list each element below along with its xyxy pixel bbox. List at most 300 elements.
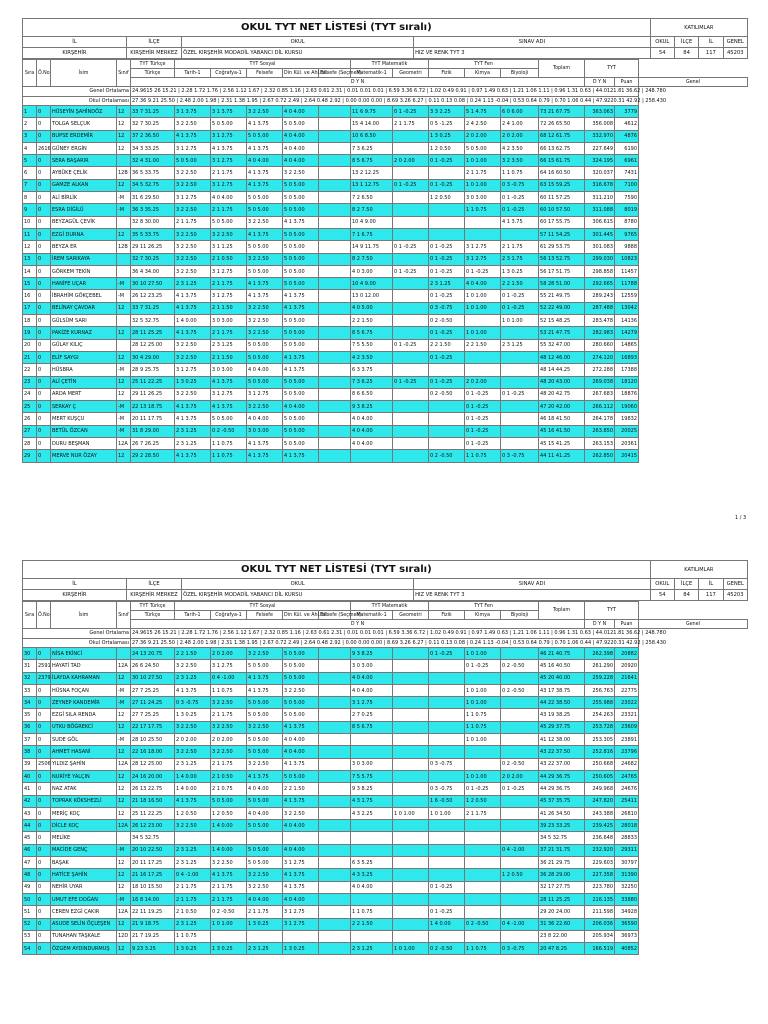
cell-c: -M [117,204,131,216]
cell-t: 26 6 24.50 [131,660,175,672]
cell-fe: 4 1 3.75 [247,450,283,462]
cell-t: 18 10 15.50 [131,881,175,893]
cell-n: HANİFE UÇAR [51,278,117,290]
cell-p: 311.210 [585,192,615,204]
cell-o: 0 [37,351,51,363]
cell-cg: 3 1 2.75 [211,179,247,191]
cell-fz: 0 2 -0.50 [429,388,465,400]
cell-n: ASUDE SELİN ÖÇLEŞEN [51,918,117,930]
cell-to: 48 20 42.75 [539,388,585,400]
cell-fz: 0 1 -0.25 [429,290,465,302]
cell-c [117,315,131,327]
table-row [23,376,748,388]
cell-fe: 4 1 3.75 [247,179,283,191]
col-tarih: Tarih-1 [175,69,211,78]
cell-km: 5 1 4.75 [465,106,501,118]
cell-di: 4 0 4.00 [283,893,319,905]
cell-fs [319,906,351,918]
cell-ge: 22775 [615,684,639,696]
table-row [23,438,748,450]
cell-n: EZGİ SILA RENDA [51,709,117,721]
cell-km [465,881,501,893]
cell-fz: 0 3 -0.75 [429,783,465,795]
cell-c: 12 [117,881,131,893]
cell-p: 263.153 [585,438,615,450]
cell-fs [319,709,351,721]
cell-m: 4 0 3.00 [351,265,393,277]
cell-cg: 3 0 3.00 [211,315,247,327]
cell-m [351,930,393,942]
cell-g [393,388,429,400]
cell-s: 40 [23,770,37,782]
cell-fz: 0 1 -0.25 [429,265,465,277]
cell-cg: 2 1 1.50 [211,351,247,363]
cell-p: 363.063 [585,106,615,118]
cell-c: -M [117,844,131,856]
cell-c: 12 [117,327,131,339]
cell-n: SUDE GÖL [51,734,117,746]
cell-fz: 0 1 -0.25 [429,906,465,918]
cell-ge: 12559 [615,290,639,302]
cell-bi: 0 3 -0.75 [501,943,539,955]
cell-m: 1 1 0.75 [351,906,393,918]
cell-bi [501,709,539,721]
cell-di: 3 2 2.50 [283,167,319,179]
cell-ge: 17388 [615,364,639,376]
cell-o: 0 [37,746,51,758]
cell-fe: 3 2 2.50 [247,106,283,118]
cell-tr: 3 2 2.50 [175,388,211,400]
cell-di: 4 1 3.75 [283,721,319,733]
header-table [22,18,748,59]
col-din: Din Kül. ve Ahl.Bil. [284,70,328,76]
col-geometri-2: Geometri [393,611,429,620]
cell-km [465,869,501,881]
cell-tr: 4 1 3.75 [175,684,211,696]
cell-p: 166.519 [585,943,615,955]
cell-n: TUNAHAN TAŞKALE [51,930,117,942]
cell-di: 5 0 5.00 [283,192,319,204]
cell-to: 45 15 41.25 [539,438,585,450]
cell-g [393,930,429,942]
cell-g [393,648,429,660]
col-isim: İsim [51,60,117,87]
cell-fe [247,930,283,942]
cell-ge: 20025 [615,425,639,437]
sinav-value: HIZ VE RENK TYT 3 [414,48,651,59]
cell-cg: 4 1 3.75 [211,142,247,154]
cell-ge: 19832 [615,413,639,425]
cell-fz [429,364,465,376]
cell-m: 7 5 5.75 [351,770,393,782]
cell-p: 262.850 [585,450,615,462]
cell-o: 0 [37,648,51,660]
cell-m: 8 6 6.50 [351,388,393,400]
cell-t: 25 11 22.25 [131,376,175,388]
col-tyt-turkce-2: TYT Türkçe [131,602,175,611]
cell-fs [319,413,351,425]
cell-bi: 1 1 0.75 [501,167,539,179]
cell-tr: 2 3 1.25 [175,425,211,437]
cell-to: 55 32 47.00 [539,339,585,351]
cell-t: 36 3 35.25 [131,204,175,216]
cell-tr: 2 3 1.25 [175,918,211,930]
table-row [23,155,748,167]
cell-fe: 3 1 2.75 [247,388,283,400]
cell-o: 0 [37,943,51,955]
cell-s: 39 [23,758,37,770]
cell-p: 227.358 [585,869,615,881]
table-row [23,758,748,770]
cell-ge: 7590 [615,192,639,204]
cell-n: GAMZE ALKAN [51,179,117,191]
cell-ge: 23321 [615,709,639,721]
cell-di: 3 1 2.75 [283,906,319,918]
cell-fe: 4 0 4.00 [247,807,283,819]
cell-tr: 1 4 0.00 [175,770,211,782]
col-tyt-2: TYT [585,602,639,620]
cell-fe: 5 0 5.00 [247,204,283,216]
cell-m [351,450,393,462]
cell-fe: 5 0 5.00 [247,734,283,746]
cell-tr: 1 4 0.00 [175,315,211,327]
cell-tr: 3 2 2.50 [175,351,211,363]
cell-km: 0 1 -0.25 [465,783,501,795]
cell-cg: 1 0 1.00 [211,918,247,930]
table-row [23,783,748,795]
cell-o: 0 [37,734,51,746]
cell-p: 299.030 [585,253,615,265]
cell-tr: 4 1 3.75 [175,450,211,462]
cell-to: 57 11 54.25 [539,228,585,240]
cell-o: 0 [37,795,51,807]
il-count-label-2: İL [699,579,723,590]
cell-t: 21 9 18.75 [131,918,175,930]
cell-cg: 3 1 2.75 [211,265,247,277]
cell-m: 7 3 6.25 [351,376,393,388]
cell-s: 27 [23,425,37,437]
cell-n: NEHİR UYAR [51,881,117,893]
cell-ge: 9888 [615,241,639,253]
cell-g [393,290,429,302]
cell-to: 41 12 38.00 [539,734,585,746]
cell-ge: 20920 [615,660,639,672]
cell-tr: 0 4 -1.00 [175,869,211,881]
cell-fe: 3 2 2.50 [247,327,283,339]
cell-di: 4 0 4.00 [283,142,319,154]
cell-s: 26 [23,413,37,425]
cell-to: 64 16 60.50 [539,167,585,179]
cell-n: MERT KUŞÇU [51,413,117,425]
cell-km: 3 0 3.00 [465,192,501,204]
cell-fs [319,857,351,869]
cell-c: -M [117,684,131,696]
cell-fz [429,770,465,782]
col-kimya-2: Kimya [465,611,501,620]
cell-to: 48 20 43.00 [539,376,585,388]
cell-m: 2 2 1.50 [351,918,393,930]
cell-bi [501,807,539,819]
cell-m: 4 0 5.00 [351,302,393,314]
cell-p: 252.816 [585,746,615,758]
cell-t: 26 12 23.00 [131,820,175,832]
cell-fe: 4 1 3.75 [247,770,283,782]
cell-g [393,315,429,327]
cell-bi: 1 3 0.25 [501,265,539,277]
cell-tr: 3 2 2.50 [175,660,211,672]
cell-m: 13 1 12.75 [351,179,393,191]
cell-tr: 4 1 3.75 [175,302,211,314]
cell-bi [501,351,539,363]
cell-g: 0 1 -0.25 [393,179,429,191]
cell-tr: 3 1 2.75 [175,364,211,376]
cell-s: 49 [23,881,37,893]
cell-s: 12 [23,241,37,253]
cell-n: NURİYE YALÇIN [51,770,117,782]
table-row [23,746,748,758]
cell-t: 28 10 25.50 [131,734,175,746]
cell-p: 236.648 [585,832,615,844]
cell-n: HÜSEYİN ŞAHİNDÖZ [51,106,117,118]
table-row [23,192,748,204]
cell-p: 311.088 [585,204,615,216]
cell-c: 12 [117,807,131,819]
cell-s: 32 [23,672,37,684]
col-sira-2: Sıra [23,602,37,629]
cell-fs [319,228,351,240]
cell-di: 5 0 5.00 [283,376,319,388]
cell-bi [501,376,539,388]
col-toplam-2: Toplam [539,602,585,620]
col-tyt-mat-2: TYT Matematik [351,602,429,611]
cell-fs [319,315,351,327]
cell-m: 4 0 4.00 [351,438,393,450]
cell-bi [501,746,539,758]
cell-m: 2 7 0.25 [351,709,393,721]
cell-tr: 0 3 -0.75 [175,697,211,709]
col-tyt-fen-2: TYT Fen [429,602,539,611]
col-turkce: Türkçe [131,69,175,78]
cell-c: 12A [117,820,131,832]
cell-cg: 2 1 1.75 [211,758,247,770]
table-row [23,413,748,425]
cell-t: 33 7 31.25 [131,106,175,118]
cell-s: 22 [23,364,37,376]
table-row [23,869,748,881]
cell-o: 0 [37,807,51,819]
cell-c: 12A [117,906,131,918]
cell-ge: 20361 [615,438,639,450]
cell-fe: 4 1 3.75 [247,228,283,240]
cell-fz [429,438,465,450]
table-row [23,425,748,437]
cell-c: -M [117,278,131,290]
genel-ortalama-label: Genel Ortalama [23,87,131,97]
cell-fz [429,413,465,425]
cell-tr: 5 0 5.00 [175,155,211,167]
cell-cg: 4 0 4.00 [211,192,247,204]
cell-di: 5 0 5.00 [283,438,319,450]
cell-ge: 28018 [615,820,639,832]
col-din-2: Din Kül. ve Ahl.Bil. [284,612,328,618]
dyn-header-2: D Y N [131,620,585,629]
cell-o: 0 [37,302,51,314]
cell-bi [501,401,539,413]
cell-m [351,893,393,905]
cell-p: 266.112 [585,401,615,413]
cell-to: 66 13 62.75 [539,142,585,154]
cell-g: 1 0 1.00 [393,807,429,819]
cell-n: ALİ BİRLİK [51,192,117,204]
cell-g [393,327,429,339]
cell-cg: 0 4 -1.00 [211,672,247,684]
cell-fs [319,167,351,179]
col-tyt-mat: TYT Matematik [351,60,429,69]
cell-m [351,832,393,844]
cell-bi: 0 1 -0.25 [501,290,539,302]
cell-bi [501,795,539,807]
cell-ge: 10823 [615,253,639,265]
cell-to: 41 26 34.50 [539,807,585,819]
cell-fe: 5 0 5.00 [247,130,283,142]
cell-di: 5 0 5.00 [283,265,319,277]
cell-km: 2 0 2.00 [465,376,501,388]
cell-o: 0 [37,844,51,856]
cell-km: 1 1 0.75 [465,450,501,462]
cell-o: 2506 [37,758,51,770]
cell-c [117,253,131,265]
genel-ortalama-label-2: Genel Ortalama [23,629,131,639]
cell-ge: 13042 [615,302,639,314]
cell-o: 0 [37,438,51,450]
cell-bi [501,413,539,425]
cell-o: 0 [37,906,51,918]
cell-km: 0 1 -0.25 [465,388,501,400]
cell-cg [211,832,247,844]
cell-di: 4 0 4.00 [283,401,319,413]
cell-fz: 0 5 -1.25 [429,118,465,130]
okul-ortalama-label-2: Okul Ortalaması [23,638,131,648]
cell-s: 4 [23,142,37,154]
cell-m: 4 3 1.75 [351,795,393,807]
cell-bi [501,734,539,746]
cell-km: 2 1 1.75 [465,167,501,179]
cell-m: 7 5 5.50 [351,339,393,351]
cell-tr: 3 2 2.50 [175,746,211,758]
il-count: 117 [699,48,723,59]
cell-s: 44 [23,820,37,832]
cell-t: 34 5 32.75 [131,179,175,191]
cell-t: 34 5 32.75 [131,832,175,844]
cell-s: 51 [23,906,37,918]
dyn-header-toplam-2: D Y N [585,620,615,629]
okul-label-2: OKUL [182,579,414,590]
cell-fs [319,783,351,795]
cell-fz [429,167,465,179]
table-row [23,130,748,142]
cell-tr: 2 2 1.50 [175,648,211,660]
table-row [23,807,748,819]
cell-di: 5 0 5.00 [283,709,319,721]
cell-t: 22 16 18.00 [131,746,175,758]
cell-fe: 3 2 2.50 [247,401,283,413]
cell-fs [319,401,351,413]
cell-c: 12 [117,721,131,733]
cell-c: 12 [117,450,131,462]
cell-to: 47 20 42.00 [539,401,585,413]
cell-km: 0 1 -0.25 [465,401,501,413]
cell-n: İLAYDA KAHRAMAN [51,672,117,684]
cell-p: 283.478 [585,315,615,327]
cell-s: 10 [23,216,37,228]
cell-o: 0 [37,684,51,696]
cell-s: 20 [23,339,37,351]
cell-c [117,265,131,277]
okul-ortalama-values: 27.36 9.21 25.50 | 2.48 2.00 1.98 | 2.31 1.38 1.95 | 2.67 0.72 2.49 | 2.64 0.48 2.92 | 0.00 0.00 0.00 | 8.69 3.26 6.27 | 0.11 0.13 0.08 | 0.24 1.13 -0.04 | 0.53 0.64 0.79 | 0.70 1.06 0.44 | 47.9220.31 42.92 | 258.430 [132,97,667,104]
cell-ge: 24765 [615,770,639,782]
cell-cg: 2 3 1.25 [211,339,247,351]
cell-p: 232.920 [585,844,615,856]
cell-ge: 36973 [615,930,639,942]
cell-p: 320.037 [585,167,615,179]
cell-ge: 31390 [615,869,639,881]
table-row [23,216,748,228]
cell-bi: 2 0 2.00 [501,130,539,142]
table-row [23,918,748,930]
cell-g [393,425,429,437]
cell-bi: 3 2 3.50 [501,155,539,167]
cell-cg: 0 2 -0.50 [211,906,247,918]
cell-s: 36 [23,721,37,733]
cell-t: 33 7 31.25 [131,302,175,314]
cell-s: 41 [23,783,37,795]
col-sinif: Sınıf [117,60,131,87]
cell-n: ESRA DİĞİLÜ [51,204,117,216]
cell-cg: 2 1 1.75 [211,709,247,721]
cell-ge: 14279 [615,327,639,339]
cell-km: 4 0 4.00 [465,278,501,290]
cell-fe: 4 1 3.75 [247,118,283,130]
cell-km: 1 0 1.00 [465,290,501,302]
cell-bi: 0 1 -0.25 [501,302,539,314]
cell-c: 12 [117,857,131,869]
table-row [23,734,748,746]
cell-n: NİSA EKİNCİ [51,648,117,660]
cell-s: 53 [23,930,37,942]
col-geometri: Geometri [393,69,429,78]
cell-s: 24 [23,388,37,400]
cell-to: 20 47 8.25 [539,943,585,955]
cell-o: 0 [37,167,51,179]
cell-bi: 4 2 3.50 [501,142,539,154]
cell-to: 66 15 61.75 [539,155,585,167]
cell-bi: 2 4 1.00 [501,118,539,130]
cell-km: 1 0 1.00 [465,179,501,191]
cell-n: İREM SARIKAYA [51,253,117,265]
cell-bi [501,327,539,339]
col-puan-2: Puan [615,620,639,629]
cell-p: 259.228 [585,672,615,684]
cell-s: 23 [23,376,37,388]
table-row [23,832,748,844]
cell-fs [319,734,351,746]
cell-fs [319,684,351,696]
cell-p: 298.858 [585,265,615,277]
cell-ge: 14865 [615,339,639,351]
cell-t: 22 11 19.25 [131,906,175,918]
cell-m [351,734,393,746]
cell-to: 28 11 25.25 [539,893,585,905]
